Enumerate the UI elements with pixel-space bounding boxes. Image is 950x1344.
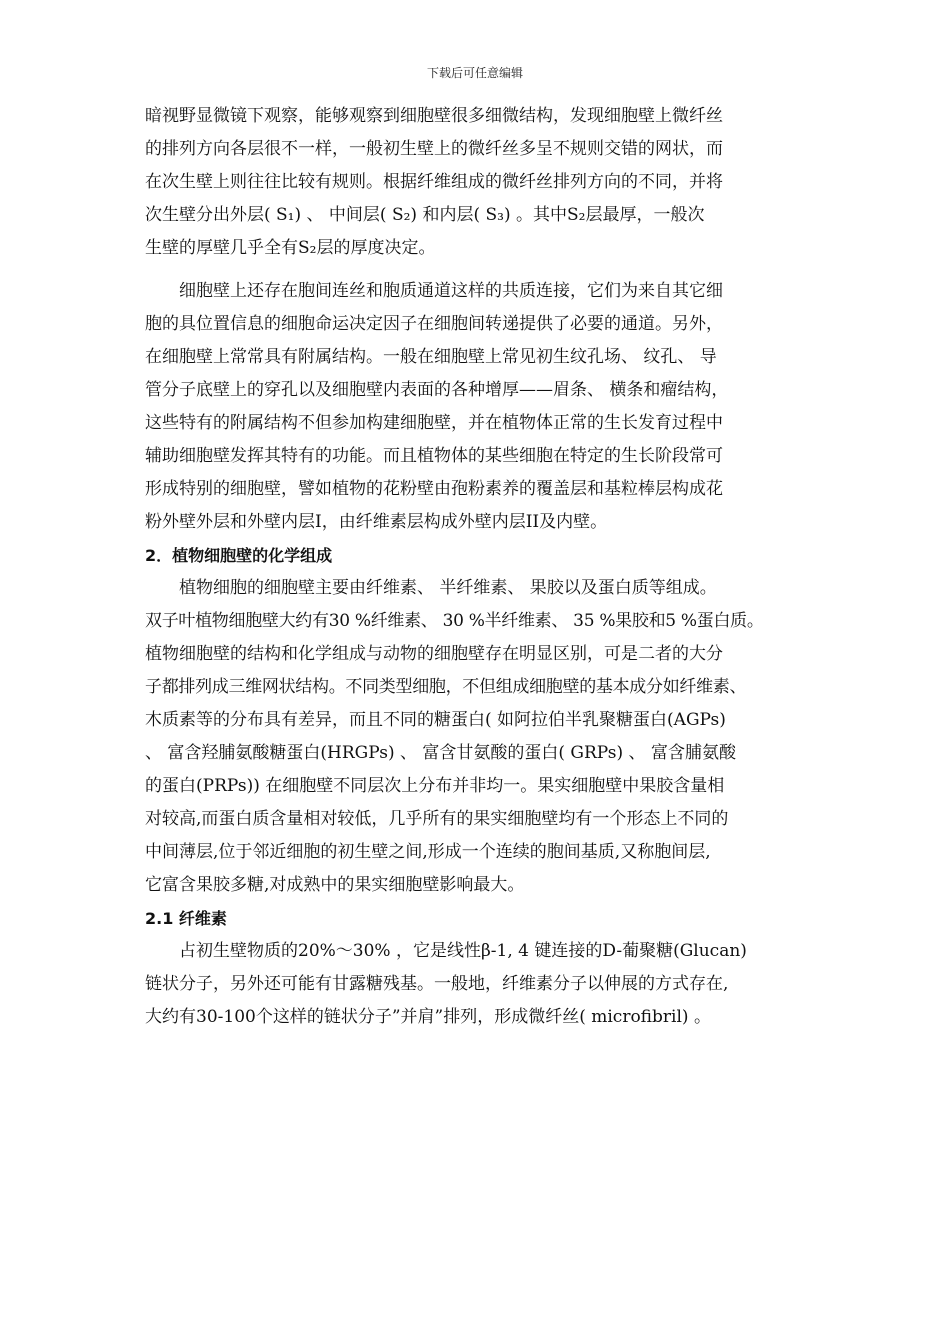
text-line: 中间薄层,位于邻近细胞的初生壁之间,形成一个连续的胞间基质,又称胞间层,	[145, 842, 711, 862]
text-line: 胞的具位置信息的细胞命运决定因子在细胞间转递提供了必要的通道。另外，	[145, 314, 723, 334]
text-line: 大约有30-100个这样的链状分子”并肩”排列，形成微纤丝( microfibril) 。	[145, 1007, 711, 1027]
text-line: 辅助细胞壁发挥其特有的功能。而且植物体的某些细胞在特定的生长阶段常可	[145, 446, 723, 466]
text-line: 木质素等的分布具有差异，而且不同的糖蛋白( 如阿拉伯半乳聚糖蛋白(AGPs)	[145, 710, 726, 730]
text-line: 生壁的厚壁几乎全有S₂层的厚度决定。	[145, 238, 436, 258]
text-line: 的排列方向各层很不一样，一般初生壁上的微纤丝多呈不规则交错的网状，而	[145, 139, 723, 159]
text-line: 管分子底壁上的穿孔以及细胞壁内表面的各种增厚——眉条、 横条和瘤结构，	[145, 380, 729, 400]
text-line: 的蛋白(PRPs)) 在细胞壁不同层次上分布并非均一。果实细胞壁中果胶含量相	[145, 776, 725, 796]
text-line: 粉外壁外层和外壁内层I，由纤维素层构成外壁内层II及内壁。	[145, 512, 608, 532]
paragraph-chemical-composition	[145, 572, 825, 902]
text-line: 子都排列成三维网状结构。不同类型细胞，不但组成细胞壁的基本成分如纤维素、	[145, 677, 747, 697]
text-line: 它富含果胶多糖,对成熟中的果实细胞壁影响最大。	[145, 875, 525, 895]
text-line: 这些特有的附属结构不但参加构建细胞壁，并在植物体正常的生长发育过程中	[145, 413, 723, 433]
paragraph-cellulose	[145, 935, 825, 1034]
text-line: 对较高,而蛋白质含量相对较低，几乎所有的果实细胞壁均有一个形态上不同的	[145, 809, 729, 829]
section-heading-cellulose: 2.1 纤维素	[145, 909, 227, 928]
text-line: 在次生壁上则往往比较有规则。根据纤维组成的微纤丝排列方向的不同，并将	[145, 172, 723, 192]
text-line: 次生壁分出外层( S₁) 、 中间层( S₂) 和内层( S₃) 。其中S₂层最厚，一般次	[145, 205, 705, 225]
page-header-note: 下载后可任意编辑	[426, 66, 523, 80]
text-line: 链状分子，另外还可能有甘露糖残基。一般地，纤维素分子以伸展的方式存在,	[145, 974, 729, 994]
section-heading-chemical-composition: 2．植物细胞壁的化学组成	[145, 546, 333, 565]
text-line: 、 富含羟脯氨酸糖蛋白(HRGPs) 、 富含甘氨酸的蛋白( GRPs) 、 富含脯氨酸	[145, 743, 736, 763]
document-body	[145, 100, 825, 1034]
text-line: 占初生壁物质的20%～30% ，它是线性β-1, 4 键连接的D-葡聚糖(Glucan)	[179, 941, 747, 961]
text-line: 形成特别的细胞壁，譬如植物的花粉壁由孢粉素养的覆盖层和基粒棒层构成花	[145, 479, 723, 499]
text-line: 细胞壁上还存在胞间连丝和胞质通道这样的共质连接，它们为来自其它细	[179, 281, 723, 301]
text-line: 在细胞壁上常常具有附属结构。一般在细胞壁上常见初生纹孔场、 纹孔、 导	[145, 347, 717, 367]
text-line: 植物细胞的细胞壁主要由纤维素、 半纤维素、 果胶以及蛋白质等组成。	[179, 578, 717, 598]
paragraph-symplastic-connections	[145, 275, 825, 539]
text-line: 双子叶植物细胞壁大约有30 %纤维素、 30 %半纤维素、 35 %果胶和5 %蛋白质。	[145, 611, 764, 631]
text-line: 植物细胞壁的结构和化学组成与动物的细胞壁存在明显区别，可是二者的大分	[145, 644, 723, 664]
paragraph-secondary-wall	[145, 100, 825, 265]
text-line: 暗视野显微镜下观察，能够观察到细胞壁很多细微结构，发现细胞壁上微纤丝	[145, 106, 723, 126]
